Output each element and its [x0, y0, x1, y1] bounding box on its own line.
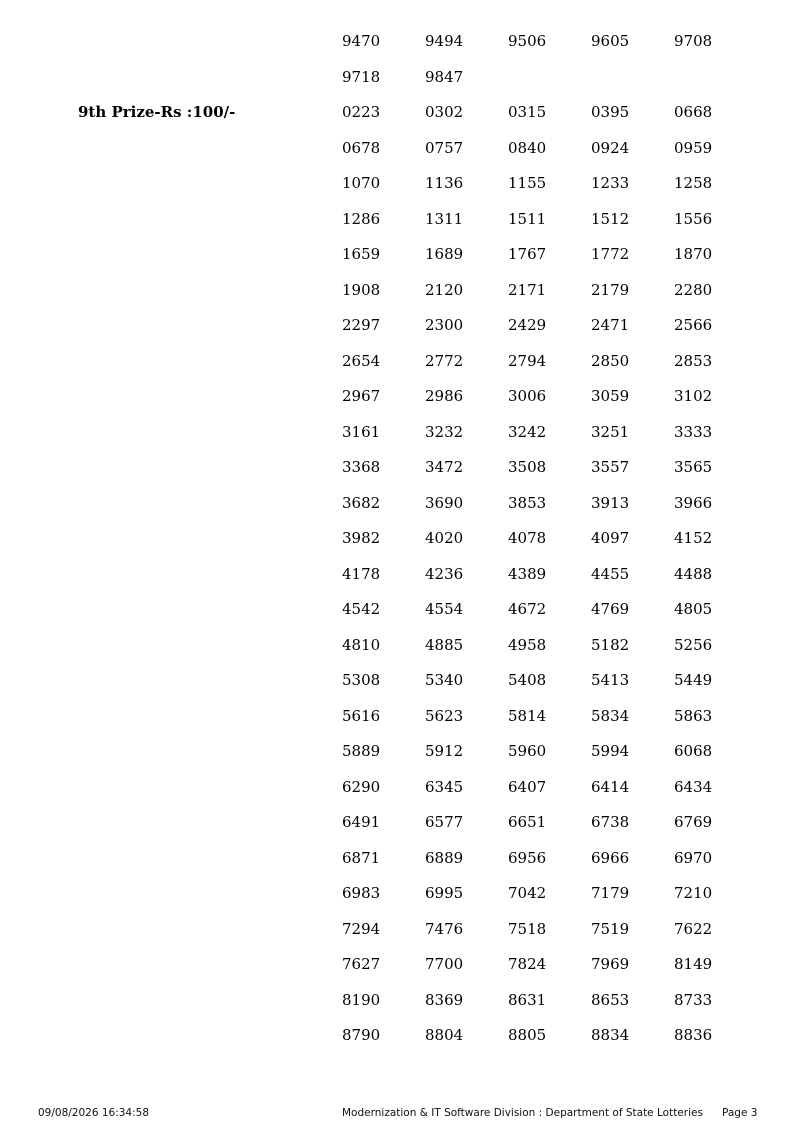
lottery-number: 4958: [508, 635, 547, 654]
lottery-number: 5256: [674, 635, 713, 654]
lottery-number: 5623: [425, 706, 464, 725]
lottery-number: 7519: [591, 919, 630, 938]
lottery-number: 4455: [591, 564, 630, 583]
lottery-number: 1311: [425, 209, 464, 228]
lottery-number: 1767: [508, 245, 547, 263]
lottery-number: 5912: [425, 742, 464, 760]
lottery-number: 9708: [674, 32, 713, 50]
lottery-number: 0840: [508, 138, 547, 157]
lottery-number: 6983: [342, 884, 381, 902]
lottery-number: 1233: [591, 174, 630, 192]
lottery-number: 3982: [342, 529, 381, 547]
lottery-number: 2850: [591, 351, 630, 370]
lottery-number: 0959: [674, 138, 713, 157]
lottery-number: 4389: [508, 564, 547, 583]
lottery-number: 9718: [342, 67, 381, 86]
prize-label: 9th Prize-Rs :100/-: [78, 103, 236, 121]
footer-datetime: 09/08/2026 16:34:58: [38, 1107, 150, 1119]
lottery-number: 6889: [425, 848, 464, 867]
lottery-number: 7179: [591, 884, 630, 902]
lottery-number: 6491: [342, 813, 381, 831]
lottery-number: 2120: [425, 280, 464, 299]
lottery-number: 5449: [674, 671, 713, 689]
lottery-number: 3251: [591, 422, 630, 441]
lottery-number: 4078: [508, 529, 547, 547]
lottery-number: 6577: [425, 813, 464, 831]
lottery-number: 5863: [674, 706, 713, 725]
lottery-number: 7824: [508, 955, 547, 973]
lottery-number: 8836: [674, 1026, 713, 1044]
lottery-number: 7518: [508, 919, 547, 938]
lottery-number: 3690: [425, 493, 464, 512]
lottery-number: 4488: [674, 564, 713, 583]
lottery-number: 9847: [425, 67, 464, 86]
lottery-number: 4885: [425, 635, 464, 654]
lottery-number: 8369: [425, 990, 464, 1009]
lottery-number: 8631: [508, 990, 547, 1009]
lottery-number: 0757: [425, 138, 464, 157]
lottery-number: 5182: [591, 635, 630, 654]
lottery-number: 2566: [674, 316, 713, 334]
lottery-number: 5889: [342, 742, 381, 760]
lottery-number: 6345: [425, 777, 464, 796]
lottery-number: 2300: [425, 316, 464, 334]
lottery-number: 6956: [508, 848, 547, 867]
lottery-number: 6769: [674, 813, 713, 831]
lottery-number: 5408: [508, 671, 547, 689]
lottery-number: 6966: [591, 848, 630, 867]
lottery-number: 0223: [342, 103, 381, 121]
lottery-number: 6995: [425, 884, 464, 902]
lottery-number: 5340: [425, 671, 464, 689]
lottery-number: 0315: [508, 103, 547, 121]
lottery-number: 7700: [425, 955, 464, 973]
lottery-number: 3161: [342, 422, 381, 441]
lottery-number: 2986: [425, 387, 464, 405]
lottery-number: 4672: [508, 600, 547, 618]
lottery-number: 9470: [342, 32, 381, 50]
lottery-number: 5308: [342, 671, 381, 689]
lottery-number: 0302: [425, 103, 464, 121]
lottery-number: 5814: [508, 706, 547, 725]
lottery-number: 1286: [342, 209, 381, 228]
lottery-number: 1258: [674, 174, 713, 192]
lottery-number: 6407: [508, 777, 547, 796]
lottery-number: 2297: [342, 316, 381, 334]
lottery-number: 1155: [508, 174, 547, 192]
lottery-number: 5413: [591, 671, 630, 689]
lottery-number: 9605: [591, 32, 630, 50]
lottery-number: 0395: [591, 103, 630, 121]
lottery-number: 8805: [508, 1026, 547, 1044]
lottery-number: 4152: [674, 529, 713, 547]
lottery-number: 2853: [674, 351, 713, 370]
lottery-number: 2171: [508, 280, 547, 299]
lottery-number: 3508: [508, 458, 547, 476]
lottery-number: 9494: [425, 32, 464, 50]
lottery-number: 8190: [342, 990, 381, 1009]
lottery-number: 4805: [674, 600, 713, 618]
footer-division: Modernization & IT Software Division : Department of State Lotteries: [342, 1107, 703, 1119]
lottery-number: 2280: [674, 280, 713, 299]
lottery-number: 7210: [674, 884, 713, 902]
lottery-number: 0924: [591, 138, 630, 157]
lottery-number: 3682: [342, 493, 381, 512]
lottery-number: 3565: [674, 458, 713, 476]
lottery-number: 3232: [425, 422, 464, 441]
lottery-number: 1070: [342, 174, 381, 192]
lottery-number: 3368: [342, 458, 381, 476]
lottery-number: 8733: [674, 990, 713, 1009]
lottery-number: 2967: [342, 387, 381, 405]
lottery-number: 7627: [342, 955, 381, 973]
lottery-number: 4542: [342, 600, 381, 618]
lottery-number: 6434: [674, 777, 713, 796]
lottery-number: 2794: [508, 351, 547, 370]
lottery-number: 4810: [342, 635, 381, 654]
lottery-number: 3557: [591, 458, 630, 476]
lottery-number: 3966: [674, 493, 713, 512]
lottery-number: 7294: [342, 919, 381, 938]
lottery-number: 5994: [591, 742, 630, 760]
lottery-number: 6068: [674, 742, 713, 760]
lottery-number: 8790: [342, 1026, 381, 1044]
lottery-number: 2772: [425, 351, 464, 370]
lottery-number: 6651: [508, 813, 547, 831]
lottery-number: 3102: [674, 387, 713, 405]
lottery-number: 4020: [425, 529, 464, 547]
lottery-number: 3242: [508, 422, 547, 441]
footer-page-number: Page 3: [722, 1107, 758, 1119]
lottery-number: 4097: [591, 529, 630, 547]
lottery-number: 9506: [508, 32, 547, 50]
lottery-number: 5960: [508, 742, 547, 760]
lottery-number: 2429: [508, 316, 547, 334]
lottery-number: 1689: [425, 245, 464, 263]
lottery-number: 3059: [591, 387, 630, 405]
lottery-number: 1659: [342, 245, 381, 263]
lottery-number: 4236: [425, 564, 464, 583]
lottery-number: 1136: [425, 174, 464, 192]
lottery-number: 3913: [591, 493, 630, 512]
lottery-number: 8804: [425, 1026, 464, 1044]
lottery-number: 3853: [508, 493, 547, 512]
lottery-number: 8834: [591, 1026, 630, 1044]
lottery-number: 1870: [674, 245, 713, 263]
lottery-number: 2471: [591, 316, 630, 334]
lottery-number: 4554: [425, 600, 464, 618]
lottery-number: 1511: [508, 209, 547, 228]
lottery-number: 7476: [425, 919, 464, 938]
lottery-number: 2179: [591, 280, 630, 299]
lottery-number: 4769: [591, 600, 630, 618]
lottery-number: 7622: [674, 919, 713, 938]
lottery-number: 0678: [342, 138, 381, 157]
lottery-number: 1556: [674, 209, 713, 228]
lottery-number: 2654: [342, 351, 381, 370]
lottery-number: 4178: [342, 564, 381, 583]
lottery-number: 1512: [591, 209, 630, 228]
lottery-number: 8653: [591, 990, 630, 1009]
lottery-number: 1772: [591, 245, 630, 263]
lottery-number: 3006: [508, 387, 547, 405]
lottery-number: 7042: [508, 884, 547, 902]
lottery-number: 3333: [674, 422, 713, 441]
lottery-number: 6738: [591, 813, 630, 831]
lottery-number: 5834: [591, 706, 630, 725]
lottery-number: 6414: [591, 777, 630, 796]
lottery-number: 7969: [591, 955, 630, 973]
lottery-number: 0668: [674, 103, 713, 121]
lottery-number: 6871: [342, 848, 381, 867]
lottery-number: 3472: [425, 458, 464, 476]
lottery-number: 6970: [674, 848, 713, 867]
lottery-number: 8149: [674, 955, 713, 973]
lottery-number: 1908: [342, 280, 381, 299]
lottery-number: 5616: [342, 706, 381, 725]
lottery-number: 6290: [342, 777, 381, 796]
